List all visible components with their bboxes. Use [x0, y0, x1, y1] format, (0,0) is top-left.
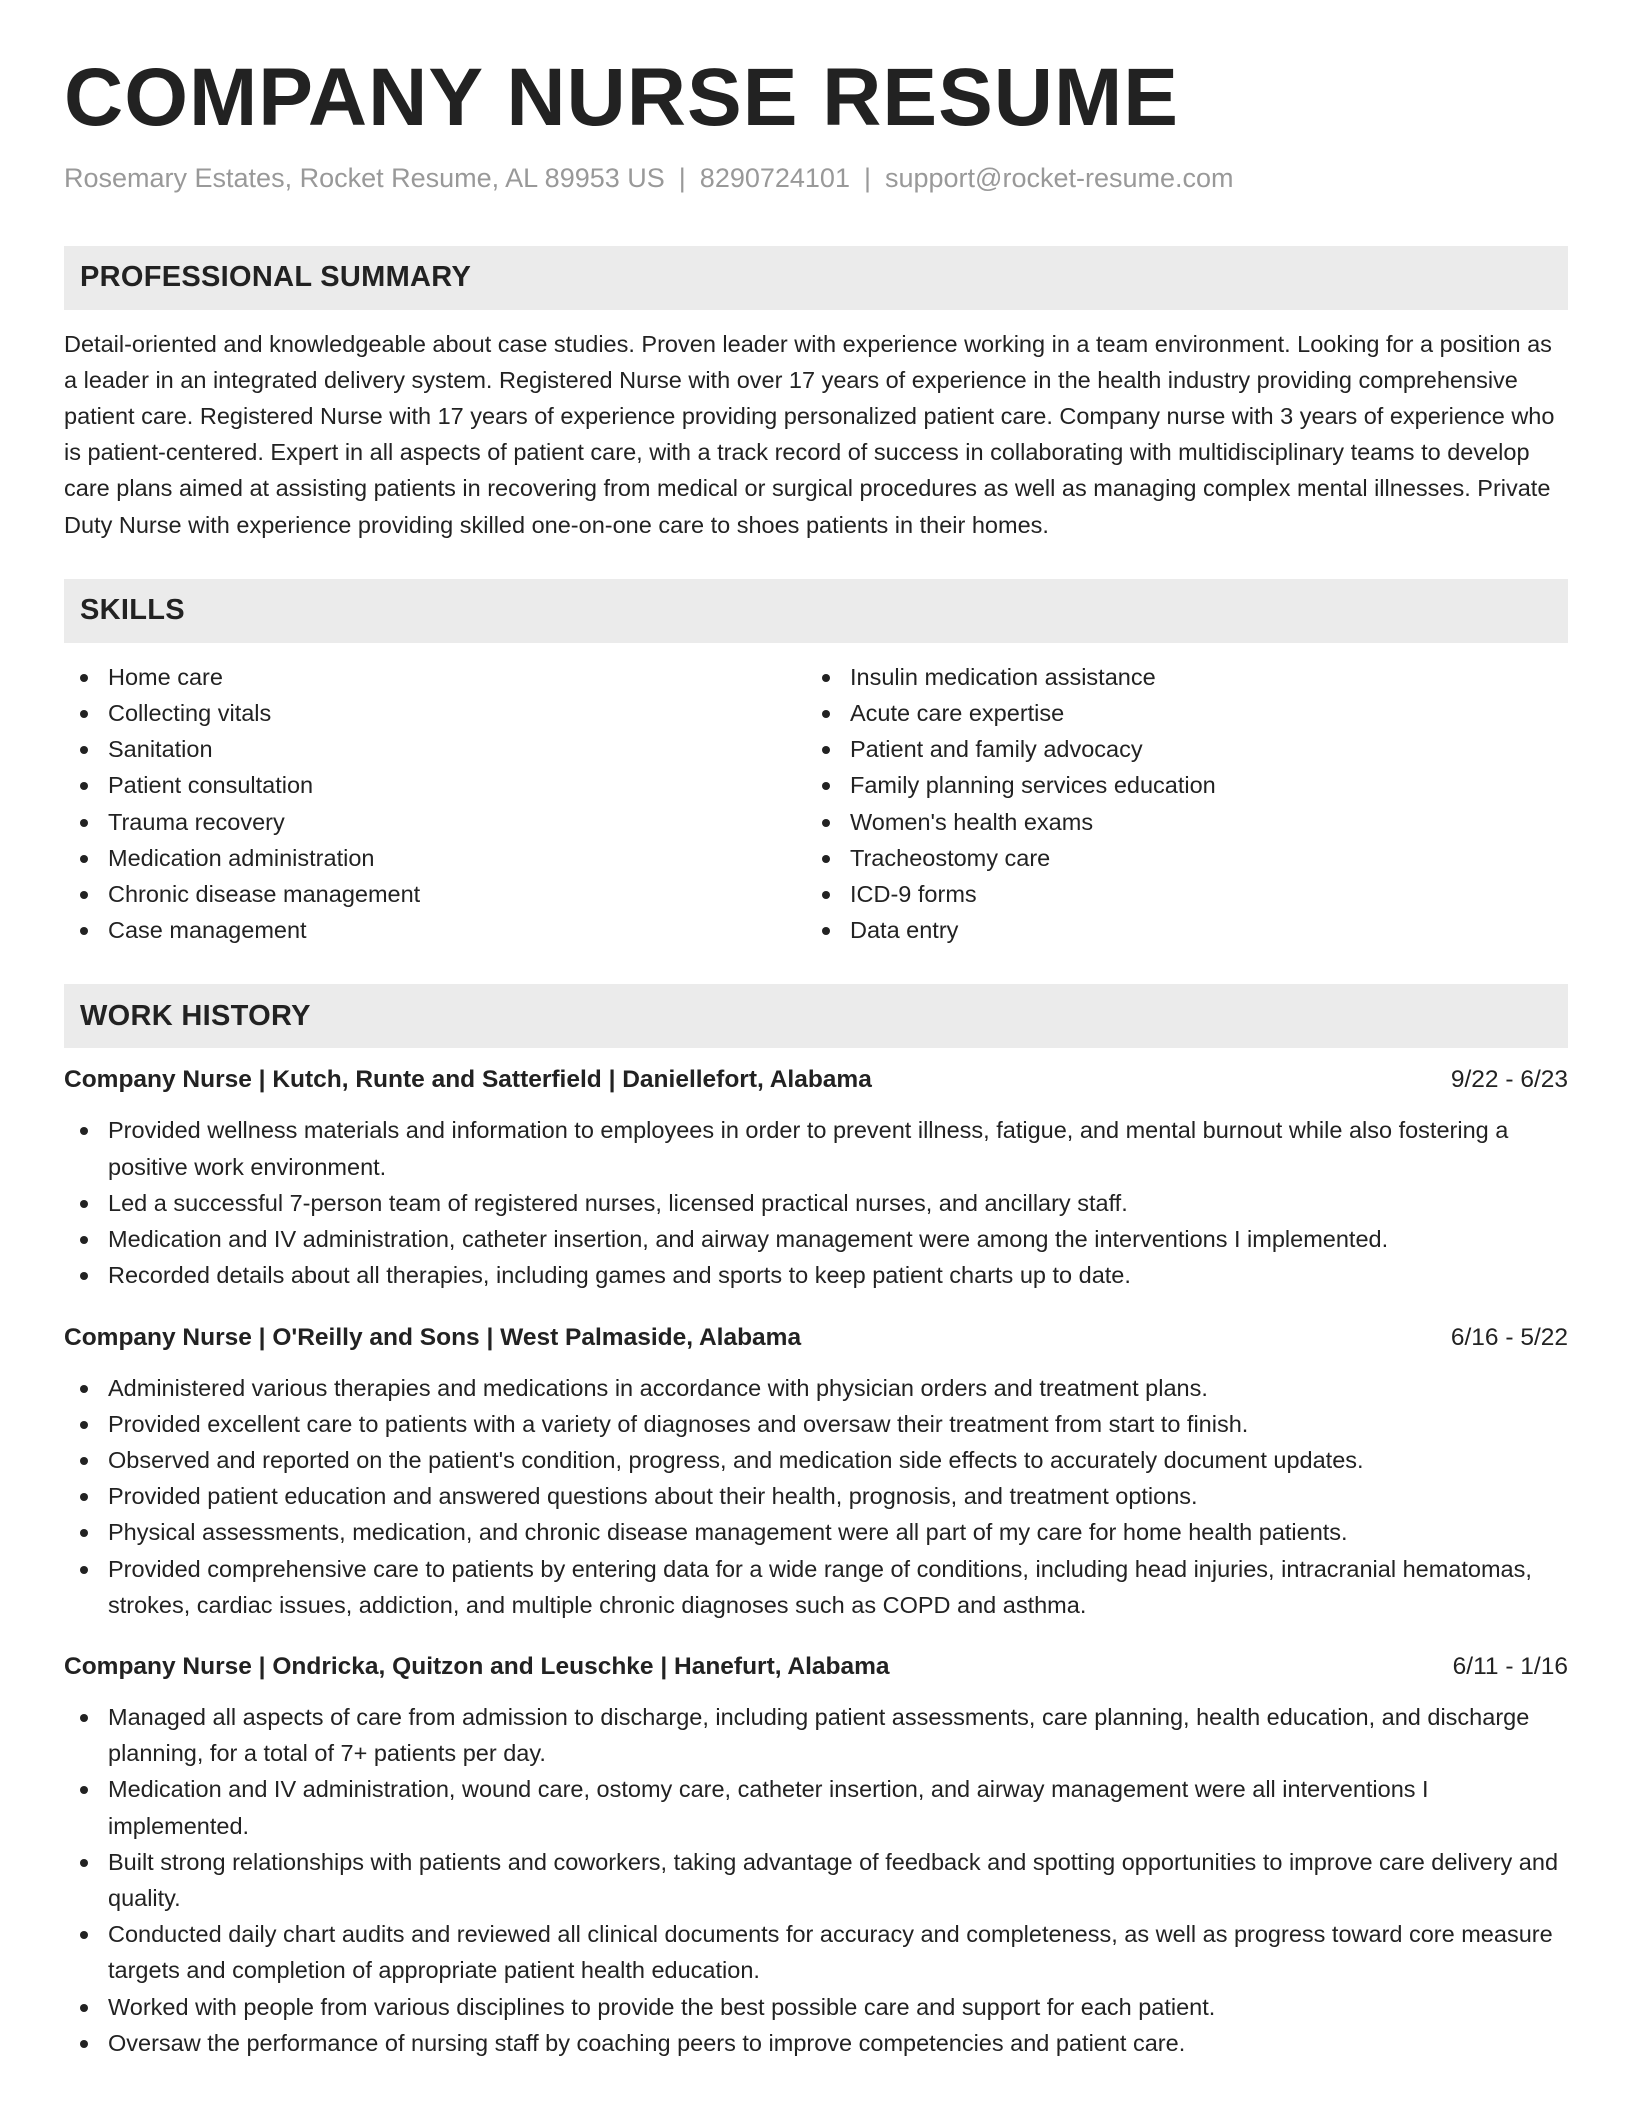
- skill-item: Patient consultation: [64, 767, 806, 803]
- job-bullet: Provided excellent care to patients with a variety of diagnoses and oversaw their treatment from start to finish.: [64, 1406, 1568, 1442]
- job-bullet: Recorded details about all therapies, including games and sports to keep patient charts up to date.: [64, 1257, 1568, 1293]
- job-bullets: [64, 1112, 1568, 1293]
- job-header: [64, 1320, 1568, 1356]
- job-bullet: Observed and reported on the patient's condition, progress, and medication side effects to accurately document updates.: [64, 1442, 1568, 1478]
- job-bullets: [64, 1699, 1568, 2061]
- skill-item: Insulin medication assistance: [806, 659, 1548, 695]
- job-bullet: Conducted daily chart audits and reviewed all clinical documents for accuracy and completeness, as well as progress toward core measure targets and completion of appropriate patient health education.: [64, 1916, 1568, 1988]
- job-header: [64, 1062, 1568, 1098]
- contact-separator: |: [863, 162, 871, 193]
- summary-heading: PROFESSIONAL SUMMARY: [64, 246, 1568, 310]
- skill-item: ICD-9 forms: [806, 876, 1548, 912]
- job-bullet: Worked with people from various disciplines to provide the best possible care and support for each patient.: [64, 1989, 1568, 2025]
- skills-heading: SKILLS: [64, 579, 1568, 643]
- job-title: Company Nurse | O'Reilly and Sons | West Palmaside, Alabama: [64, 1323, 802, 1351]
- skill-item: Patient and family advocacy: [806, 731, 1548, 767]
- job-entry: [64, 1062, 1568, 1293]
- job-bullet: Administered various therapies and medications in accordance with physician orders and treatment plans.: [64, 1370, 1568, 1406]
- contact-email: support@rocket-resume.com: [884, 162, 1234, 193]
- job-bullet: Physical assessments, medication, and chronic disease management were all part of my care for home health patients.: [64, 1514, 1568, 1550]
- skills-column-left: [64, 659, 806, 949]
- job-bullet: Provided comprehensive care to patients by entering data for a wide range of conditions, including head injuries, intracranial hematomas, strokes, cardiac issues, addiction, and multiple chronic diagnoses such as COPD and asthma.: [64, 1551, 1568, 1623]
- job-header: [64, 1649, 1568, 1685]
- job-title: Company Nurse | Ondricka, Quitzon and Leuschke | Hanefurt, Alabama: [64, 1652, 890, 1680]
- skills-list: [64, 659, 1568, 949]
- job-title: Company Nurse | Kutch, Runte and Satterfield | Daniellefort, Alabama: [64, 1066, 872, 1094]
- skills-column-right: [806, 659, 1548, 949]
- job-bullet: Managed all aspects of care from admission to discharge, including patient assessments, care planning, health education, and discharge planning, for a total of 7+ patients per day.: [64, 1699, 1568, 1771]
- skill-item: Home care: [64, 659, 806, 695]
- job-bullet: Provided patient education and answered questions about their health, prognosis, and treatment options.: [64, 1478, 1568, 1514]
- skill-item: Case management: [64, 912, 806, 948]
- job-dates: 6/11 - 1/16: [1452, 1652, 1568, 1680]
- job-entry: [64, 1649, 1568, 2061]
- job-bullet: Medication and IV administration, wound care, ostomy care, catheter insertion, and airway management were all interventions I implemented.: [64, 1771, 1568, 1843]
- job-bullet: Medication and IV administration, catheter insertion, and airway management were among the interventions I implemented.: [64, 1221, 1568, 1257]
- job-bullet: Led a successful 7-person team of registered nurses, licensed practical nurses, and ancillary staff.: [64, 1185, 1568, 1221]
- job-entry: [64, 1320, 1568, 1623]
- skill-item: Sanitation: [64, 731, 806, 767]
- skill-item: Trauma recovery: [64, 804, 806, 840]
- job-bullet: Built strong relationships with patients and coworkers, taking advantage of feedback and spotting opportunities to improve care delivery and quality.: [64, 1844, 1568, 1916]
- skill-item: Collecting vitals: [64, 695, 806, 731]
- skill-item: Chronic disease management: [64, 876, 806, 912]
- job-dates: 9/22 - 6/23: [1450, 1066, 1568, 1094]
- skill-item: Tracheostomy care: [806, 840, 1548, 876]
- contact-line: [64, 161, 1568, 196]
- job-dates: 6/16 - 5/22: [1450, 1323, 1568, 1351]
- contact-phone: 8290724101: [699, 162, 850, 193]
- resume-title: COMPANY NURSE RESUME: [64, 52, 1179, 143]
- skill-item: Acute care expertise: [806, 695, 1548, 731]
- job-bullet: Oversaw the performance of nursing staff by coaching peers to improve competencies and patient care.: [64, 2025, 1568, 2061]
- job-bullets: [64, 1370, 1568, 1623]
- skill-item: Data entry: [806, 912, 1548, 948]
- summary-text: Detail-oriented and knowledgeable about case studies. Proven leader with experience working in a team environment. Looking for a position as a leader in an integrated delivery system. Registered Nurse with over 17 years of experience in the health industry providing comprehensive patient care. Registered Nurse with 17 years of experience providing personalized patient care. Company nurse with 3 years of experience who is patient-centered. Expert in all aspects of patient care, with a track record of success in collaborating with multidisciplinary teams to develop care plans aimed at assisting patients in recovering from medical or surgical procedures as well as managing complex mental illnesses. Private Duty Nurse with experience providing skilled one-on-one care to shoes patients in their homes.: [64, 330, 1555, 538]
- contact-separator: |: [678, 162, 686, 193]
- skill-item: Women's health exams: [806, 804, 1548, 840]
- skill-item: Medication administration: [64, 840, 806, 876]
- work-history-heading: WORK HISTORY: [64, 984, 1568, 1048]
- skill-item: Family planning services education: [806, 767, 1548, 803]
- job-bullet: Provided wellness materials and information to employees in order to prevent illness, fatigue, and mental burnout while also fostering a positive work environment.: [64, 1112, 1568, 1184]
- contact-address: Rosemary Estates, Rocket Resume, AL 89953 US: [64, 162, 665, 193]
